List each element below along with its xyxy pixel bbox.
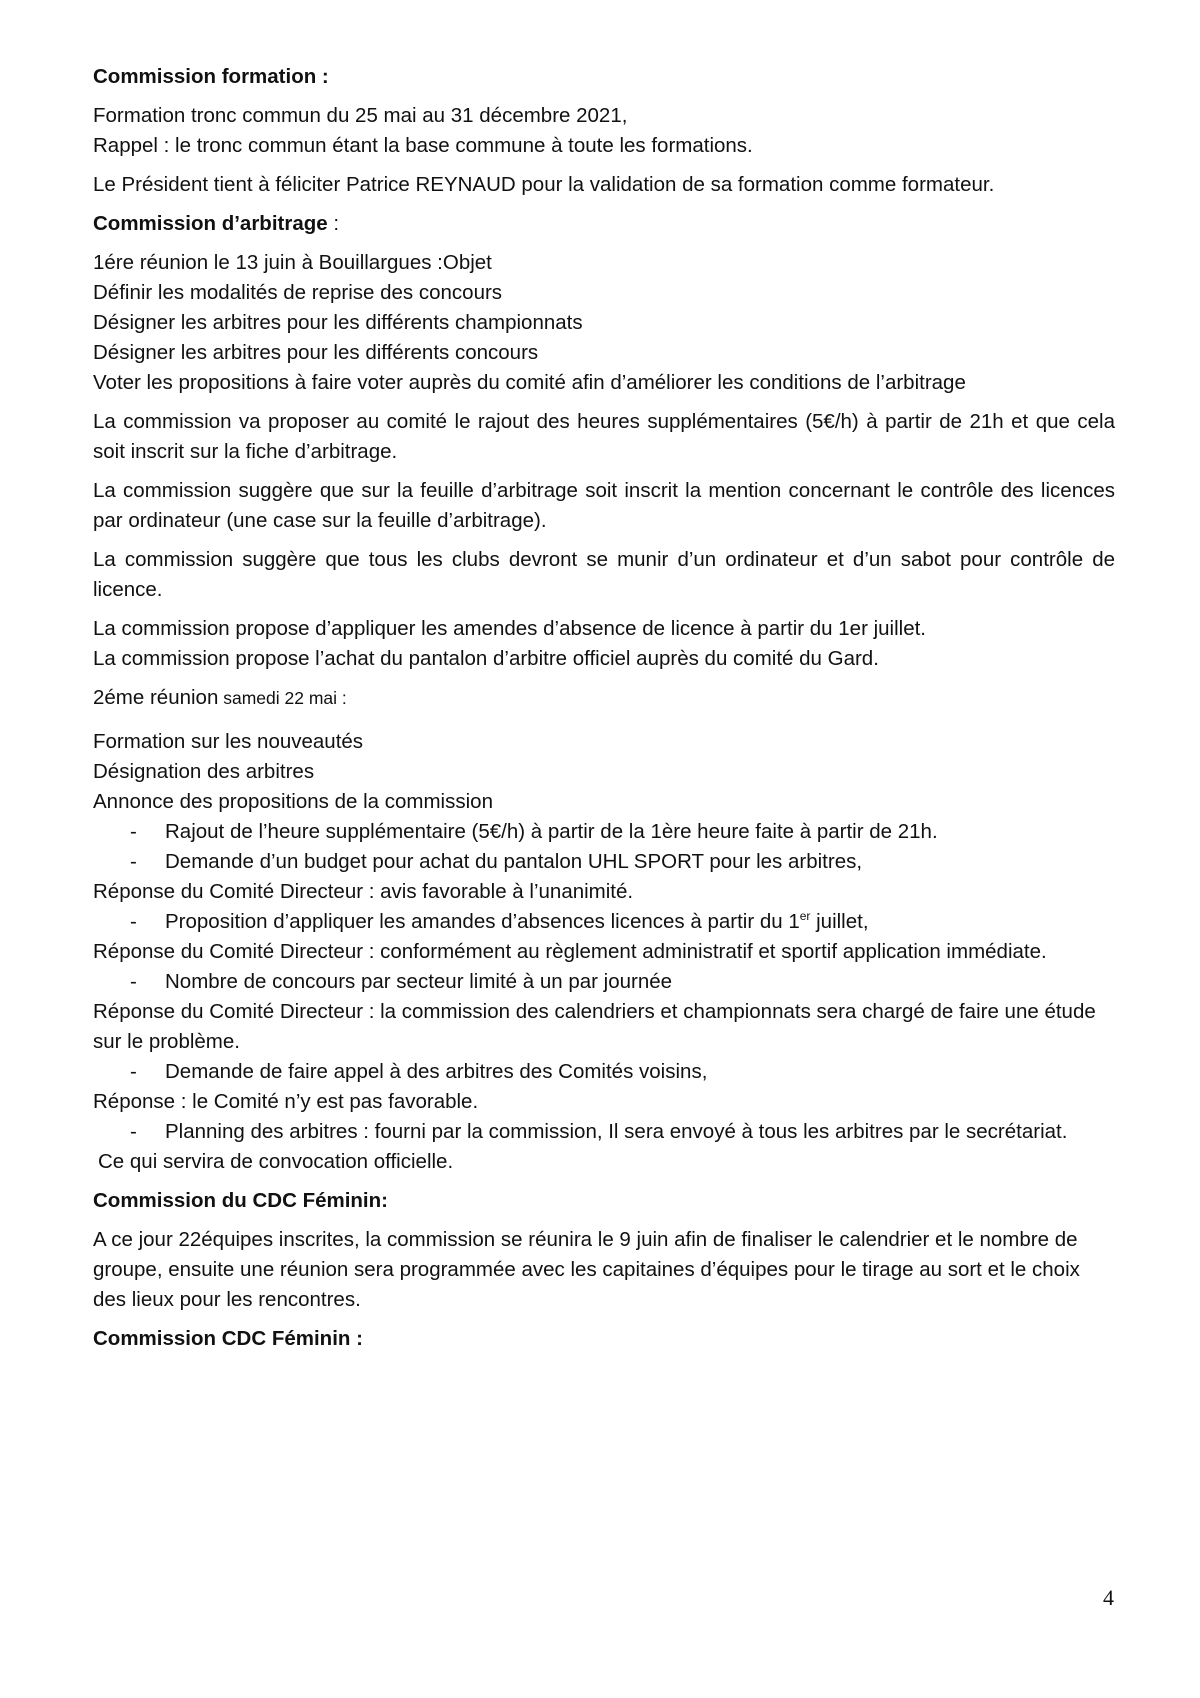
- proposal-list-5: [93, 1117, 1115, 1147]
- arbitrage-heading-line: [93, 209, 1115, 239]
- bullet-text-tail: juillet,: [810, 910, 869, 933]
- response-3: Réponse du Comité Directeur : conformément au règlement administratif et sportif application immédiate.: [93, 940, 1047, 963]
- meeting1-line: Définir les modalités de reprise des concours: [93, 281, 503, 304]
- list-item: [93, 1117, 1115, 1147]
- arbitrage-paragraph-2: La commission suggère que sur la feuille d’arbitrage soit inscrit la mention concernant le contrôle des licences par ordinateur (une case sur la feuille d’arbitrage).: [93, 479, 1115, 532]
- list-item: [93, 967, 1115, 997]
- meeting2-line: Annonce des propositions de la commission: [93, 790, 493, 813]
- cdc-feminin-heading: Commission du CDC Féminin:: [93, 1189, 388, 1212]
- proposal-list-3: [93, 967, 1115, 997]
- bullet-text: Planning des arbitres : fourni par la commission, Il sera envoyé à tous les arbitres par le secrétariat.: [165, 1120, 1068, 1143]
- closing-line: Ce qui servira de convocation officielle.: [98, 1150, 454, 1173]
- meeting2-line: Formation sur les nouveautés: [93, 730, 364, 753]
- meeting1-block: [93, 248, 1115, 398]
- document-page: [93, 62, 1115, 1354]
- formation-line-2: Rappel : le tronc commun étant la base commune à toute les formations.: [93, 134, 753, 157]
- dash-bullet: -: [130, 820, 137, 843]
- list-item: [93, 907, 1115, 937]
- meeting2-line: Désignation des arbitres: [93, 760, 315, 783]
- meeting1-line: Désigner les arbitres pour les différents championnats: [93, 311, 583, 334]
- bullet-text: Proposition d’appliquer les amandes d’absences licences à partir du 1: [165, 910, 800, 933]
- dash-bullet: -: [130, 910, 137, 933]
- formation-line-1: Formation tronc commun du 25 mai au 31 décembre 2021,: [93, 104, 628, 127]
- response-5: Réponse : le Comité n’y est pas favorable.: [93, 1090, 479, 1113]
- meeting2-block: [93, 727, 1115, 817]
- formation-line-3: Le Président tient à féliciter Patrice REYNAUD pour la validation de sa formation comme formateur.: [93, 173, 995, 196]
- superscript: er: [799, 909, 811, 924]
- response-2: Réponse du Comité Directeur : avis favorable à l’unanimité.: [93, 880, 634, 903]
- meeting1-line: 1ére réunion le 13 juin à Bouillargues :Objet: [93, 251, 492, 274]
- arbitrage-paragraph-4-line-2: La commission propose l’achat du pantalon d’arbitre officiel auprès du comité du Gard.: [93, 647, 879, 670]
- arbitrage-heading: Commission d’arbitrage: [93, 212, 328, 235]
- arbitrage-paragraph-3: La commission suggère que tous les clubs devront se munir d’un ordinateur et d’un sabot pour contrôle de licence.: [93, 548, 1115, 601]
- list-item: [93, 847, 1115, 877]
- arbitrage-paragraph-4-line-1: La commission propose d’appliquer les amendes d’absence de licence à partir du 1er juillet.: [93, 617, 927, 640]
- bullet-text: Demande de faire appel à des arbitres des Comités voisins,: [165, 1060, 708, 1083]
- meeting2-date: samedi 22 mai :: [218, 688, 347, 708]
- bullet-text: Demande d’un budget pour achat du pantalon UHL SPORT pour les arbitres,: [165, 850, 863, 873]
- dash-bullet: -: [130, 850, 137, 873]
- bullet-text: Rajout de l’heure supplémentaire (5€/h) à partir de la 1ère heure faite à partir de 21h.: [165, 820, 938, 843]
- list-item: [93, 1057, 1115, 1087]
- proposal-list-4: [93, 1057, 1115, 1087]
- meeting2-title: 2éme réunion: [93, 686, 219, 709]
- arbitrage-paragraph-1: La commission va proposer au comité le rajout des heures supplémentaires (5€/h) à partir de 21h et que cela soit inscrit sur la fiche d’arbitrage.: [93, 410, 1115, 463]
- dash-bullet: -: [130, 1060, 137, 1083]
- proposal-list-1: [93, 817, 1115, 877]
- dash-bullet: -: [130, 1120, 137, 1143]
- arbitrage-heading-suffix: :: [327, 212, 340, 235]
- meeting1-line: Voter les propositions à faire voter auprès du comité afin d’améliorer les conditions de l’arbitrage: [93, 371, 966, 394]
- meeting2-title-line: [93, 683, 1115, 713]
- page-number: 4: [1103, 1585, 1114, 1610]
- cdc-feminin-2-heading: Commission CDC Féminin :: [93, 1327, 363, 1350]
- list-item: [93, 817, 1115, 847]
- cdc-feminin-paragraph: A ce jour 22équipes inscrites, la commission se réunira le 9 juin afin de finaliser le calendrier et le nombre de groupe, ensuite une réunion sera programmée avec les capitaines d’équipes pour le tirage au sort et le choix des lieux pour les rencontres.: [93, 1228, 1080, 1311]
- meeting1-line: Désigner les arbitres pour les différents concours: [93, 341, 539, 364]
- dash-bullet: -: [130, 970, 137, 993]
- proposal-list-2: [93, 907, 1115, 937]
- bullet-text: Nombre de concours par secteur limité à un par journée: [165, 970, 673, 993]
- formation-heading: Commission formation :: [93, 65, 329, 88]
- response-4: Réponse du Comité Directeur : la commission des calendriers et championnats sera chargé de faire une étude sur le problème.: [93, 1000, 1096, 1053]
